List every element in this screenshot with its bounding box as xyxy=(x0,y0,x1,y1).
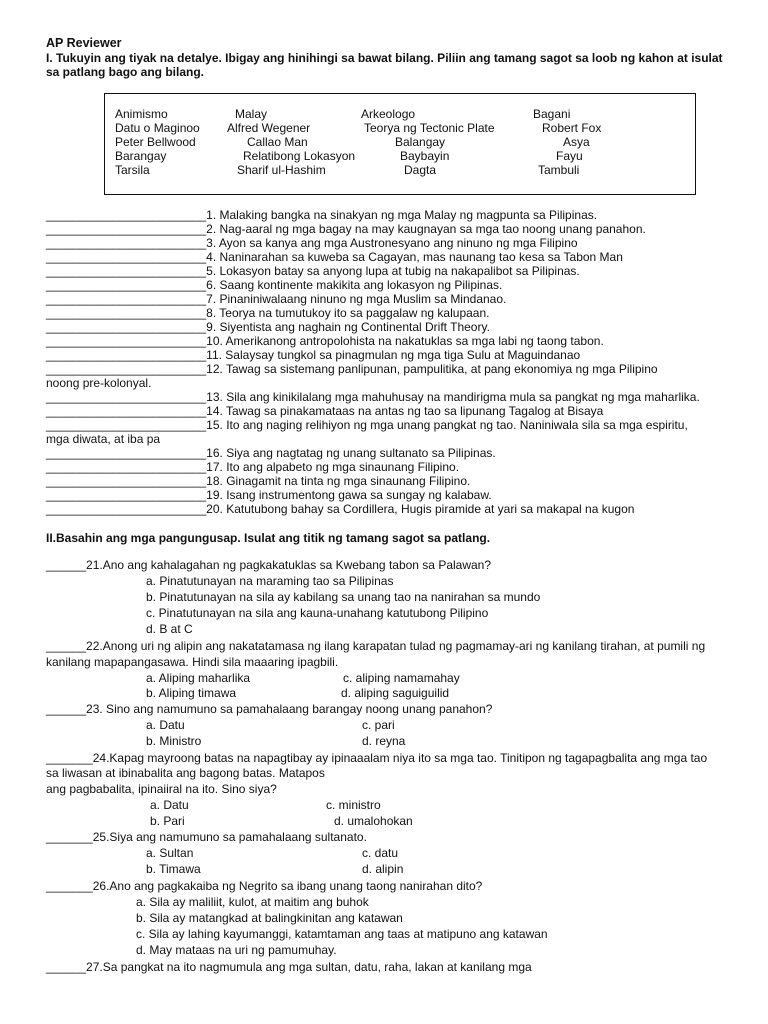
option: c. pari xyxy=(362,718,395,732)
choice: Bagani xyxy=(533,107,571,121)
page-title: AP Reviewer xyxy=(46,36,122,50)
question-24: _______24.Kapag mayroong batas na napagtibay ay ipinaaalam niya ito sa mga tao. Tinitipon ng tagapagbalita ang mga tao xyxy=(46,751,708,765)
option: d. alipin xyxy=(362,862,404,876)
option: d. umalohokan xyxy=(334,814,413,828)
option: b. Sila ay matangkad at balingkinitan ang katawan xyxy=(136,911,403,925)
choice: Asya xyxy=(563,135,590,149)
option: b. Pari xyxy=(150,814,185,828)
option: d. May mataas na uri ng pamumuhay. xyxy=(136,943,337,957)
choices-box xyxy=(104,93,696,195)
choice: Tambuli xyxy=(538,163,580,177)
choice: Callao Man xyxy=(247,135,308,149)
option: a. Sila ay maliliit, kulot, at maitim ang buhok xyxy=(136,895,369,909)
question-22: ______22.Anong uri ng alipin ang nakatatamasa ng ilang karapatan tulad ng pagmamay-ari ng kanilang tirahan, at pumili ng xyxy=(46,639,706,653)
option: a. Datu xyxy=(146,718,185,732)
choice: Balangay xyxy=(395,135,446,149)
choice: Dagta xyxy=(404,163,437,177)
option: a. Aliping maharlika xyxy=(146,671,251,685)
question-22-continuation: kanilang mapapangasawa. Hindi sila maaaring ipagbili. xyxy=(46,655,339,669)
option: d. reyna xyxy=(362,734,406,748)
question-item-continuation: mga diwata, at iba pa xyxy=(46,432,161,446)
question-item: ________________________11. Salaysay tungkol sa pinagmulan ng mga tiga Sulu at Maguindanao xyxy=(46,348,581,362)
question-21: ______21.Ano ang kahalagahan ng pagkakatuklas sa Kwebang tabon sa Palawan? xyxy=(46,558,492,572)
part1-instruction: I. Tukuyin ang tiyak na detalye. Ibigay ang hinihingi sa bawat bilang. Piliin ang tamang sagot sa loob ng kahon at isulat sa patlang bago ang bilang. xyxy=(46,51,723,79)
option: c. Pinatutunayan na sila ang kauna-unahang katutubong Pilipino xyxy=(146,606,489,620)
choice: Alfred Wegener xyxy=(227,121,311,135)
question-25: _______25.Siya ang namumuno sa pamahalaang sultanato. xyxy=(46,830,367,844)
question-27: ______27.Sa pangkat na ito nagmumula ang mga sultan, datu, raha, lakan at kanilang mga xyxy=(46,960,532,974)
choice: Malay xyxy=(235,107,268,121)
question-item-continuation: noong pre-kolonyal. xyxy=(46,376,152,390)
choice: Barangay xyxy=(115,149,167,163)
choice: Robert Fox xyxy=(542,121,602,135)
question-item: ________________________12. Tawag sa sistemang panlipunan, pampulitika, at pang ekonomiya ng mga Pilipino xyxy=(46,362,658,376)
choice: Arkeologo xyxy=(361,107,416,121)
choice: Teorya ng Tectonic Plate xyxy=(364,121,495,135)
choice: Relatibong Lokasyon xyxy=(243,149,356,163)
question-item: ________________________2. Nag-aaral ng mga bagay na may kaugnayan sa mga tao noong unang panahon. xyxy=(46,222,646,236)
option: b. Timawa xyxy=(146,862,201,876)
question-item: ________________________16. Siya ang nagtatag ng unang sultanato sa Pilipinas. xyxy=(46,446,496,460)
question-item: ________________________15. Ito ang naging relihiyon ng mga unang pangkat ng tao. Naniniwala sila sa mga espiritu, xyxy=(46,418,688,432)
question-item: ________________________6. Saang kontinente makikita ang lokasyon ng Pilipinas. xyxy=(46,278,503,292)
option: b. Ministro xyxy=(146,734,202,748)
option: b. Pinatutunayan na sila ay kabilang sa unang tao na nanirahan sa mundo xyxy=(146,590,541,604)
question-item: ________________________4. Naninarahan sa kuweba sa Cagayan, mas naunang tao kesa sa Tabon Man xyxy=(46,250,623,264)
option: a. Pinatutunayan na maraming tao sa Pilipinas xyxy=(146,574,394,588)
option: a. Sultan xyxy=(146,846,194,860)
option: c. datu xyxy=(362,846,399,860)
question-24-continuation: sa liwasan at ibinabalita ang bagong batas. Matapos xyxy=(46,766,325,780)
part2-instruction: II.Basahin ang mga pangungusap. Isulat ang titik ng tamang sagot sa patlang. xyxy=(46,531,491,545)
option: d. B at C xyxy=(146,622,193,636)
choice: Fayu xyxy=(556,149,583,163)
choice: Datu o Maginoo xyxy=(115,121,200,135)
question-item: ________________________1. Malaking bangka na sinakyan ng mga Malay ng magpunta sa Pilipinas. xyxy=(46,208,598,222)
question-item: ________________________8. Teorya na tumutukoy ito sa paggalaw ng kalupaan. xyxy=(46,306,490,320)
question-item: ________________________10. Amerikanong antropolohista na nakatuklas sa mga labi ng taong tabon. xyxy=(46,334,604,348)
question-23: ______23. Sino ang namumuno sa pamahalaang barangay noong unang panahon? xyxy=(46,702,493,716)
question-24-continuation: ang pagbabalita, ipinaiiral na ito. Sino siya? xyxy=(46,782,277,796)
option: c. ministro xyxy=(326,798,381,812)
question-item: ________________________5. Lokasyon batay sa anyong lupa at tubig na nakapalibot sa Pilipinas. xyxy=(46,264,580,278)
question-item: ________________________14. Tawag sa pinakamataas na antas ng tao sa lipunang Tagalog at Bisaya xyxy=(46,404,604,418)
option: d. aliping saguiguilid xyxy=(341,686,450,700)
question-item: ________________________7. Pinaniniwalaang ninuno ng mga Muslim sa Mindanao. xyxy=(46,292,507,306)
question-26: _______26.Ano ang pagkakaiba ng Negrito sa ibang unang taong nanirahan dito? xyxy=(46,879,483,893)
question-item: ________________________3. Ayon sa kanya ang mga Austronesyano ang ninuno ng mga Filipino xyxy=(46,236,578,250)
question-item: ________________________17. Ito ang alpabeto ng mga sinaunang Filipino. xyxy=(46,460,460,474)
question-item: ________________________19. Isang instrumentong gawa sa sungay ng kalabaw. xyxy=(46,488,492,502)
option: c. aliping namamahay xyxy=(343,671,460,685)
choice: Sharif ul-Hashim xyxy=(237,163,326,177)
choice: Peter Bellwood xyxy=(115,135,196,149)
option: c. Sila ay lahing kayumanggi, katamtaman ang taas at matipuno ang katawan xyxy=(136,927,548,941)
question-item: ________________________9. Siyentista ang naghain ng Continental Drift Theory. xyxy=(46,320,490,334)
question-item: ________________________20. Katutubong bahay sa Cordillera, Hugis piramide at yari sa makapal na kugon xyxy=(46,502,635,516)
option: b. Aliping timawa xyxy=(146,686,237,700)
question-item: ________________________18. Ginagamit na tinta ng mga sinaunang Filipino. xyxy=(46,474,471,488)
choice: Animismo xyxy=(115,107,168,121)
choice: Tarsila xyxy=(115,163,150,177)
choice: Baybayin xyxy=(400,149,450,163)
question-item: ________________________13. Sila ang kinikilalang mga mahuhusay na mandirigma mula sa pangkat ng mga maharlika. xyxy=(46,390,700,404)
option: a. Datu xyxy=(150,798,189,812)
